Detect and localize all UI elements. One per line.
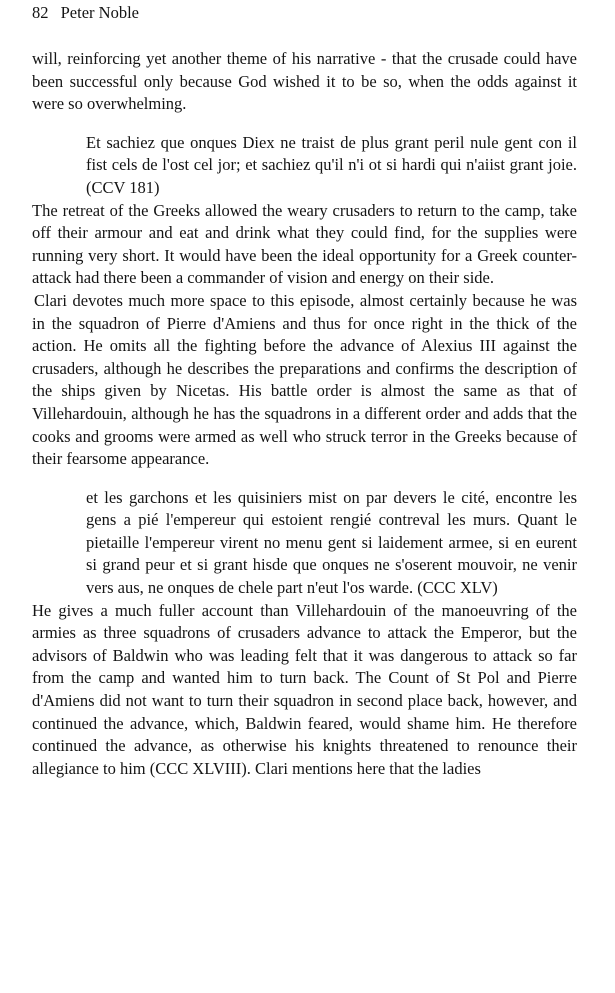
page-number: 82 — [32, 3, 49, 22]
running-head-author: Peter Noble — [60, 3, 139, 22]
block-quote-villehardouin: Et sachiez que onques Diex ne traist de plus grant peril nule gent con il fist cels de l'ost cel jor; et sachiez qu'il n'i ot si hardi qui n'aiist grant joie. (CCV 181) — [86, 132, 577, 197]
paragraph-continuation: will, reinforcing yet another theme of his narrative - that the crusade could have been successful only because God wished it to be so, when the odds against it were so overwhelming. — [32, 49, 577, 114]
block-quote-clari: et les garchons et les quisiniers mist on par devers le cité, encontre les gens a pié l'empereur qui estoient rengié contreval les murs. Quant le pietaille l'empereur virent no menu gent si laidement armee, si en eurent si grand peur et si grant hisde que onques ne s'oserent mouvoir, ne venir vers aus, ne onques de chele part n'eut l'os warde. (CCC XLV) — [86, 487, 577, 598]
paragraph-clari-episode: Clari devotes much more space to this episode, almost certainly because he was in the squadron of Pierre d'Amiens and thus for once right in the thick of the action. He omits all the fighting before the advance of Alexius III against the crusaders, although he describes the preparations and confirms the description of the ships given by Nicetas. His battle order is almost the same as that of Villehardouin, although he has the squadrons in a different order and adds that the cooks and grooms were armed as well who struck terror in the Greeks because of their fearsome appearance. — [32, 290, 577, 469]
running-header — [32, 2, 577, 24]
paragraph-manoeuvring: He gives a much fuller account than Villehardouin of the manoeuvring of the armies as three squadrons of crusaders advance to attack the Emperor, but the advisors of Baldwin who was leading felt that it was dangerous to attack so far from the camp and wanted him to turn back. The Count of St Pol and Pierre d'Amiens did not want to turn their squadron in second place back, however, and continued the advance, which, Baldwin feared, would shame him. He therefore continued the advance, as otherwise his knights threatened to renounce their allegiance to him (CCC XLVIII). Clari mentions here that the ladies — [32, 600, 577, 778]
paragraph-greek-retreat: The retreat of the Greeks allowed the weary crusaders to return to the camp, take off their armour and eat and drink what they could find, for the supplies were running very short. It would have been the ideal opportunity for a Greek counter-attack had there been a commander of vision and energy on their side. — [32, 200, 577, 288]
